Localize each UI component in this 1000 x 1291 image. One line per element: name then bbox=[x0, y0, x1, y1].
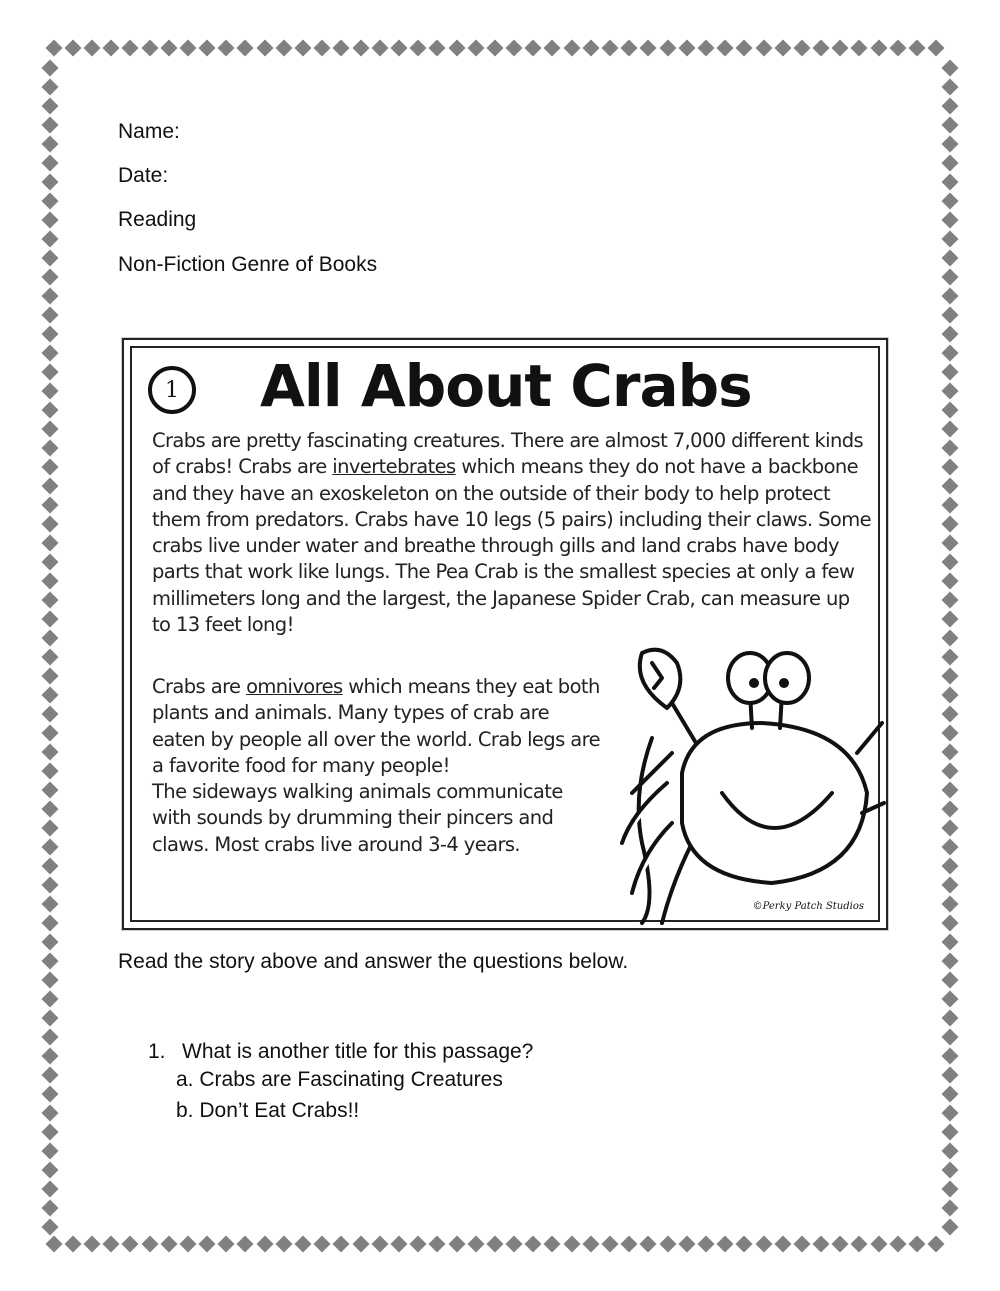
vocab-term-invertebrates: invertebrates bbox=[332, 455, 456, 479]
decorative-border-bottom bbox=[44, 1238, 946, 1250]
option-letter: b. bbox=[176, 1099, 194, 1122]
vocab-term-omnivores: omnivores bbox=[246, 675, 343, 698]
passage-paragraph-2 bbox=[152, 674, 602, 779]
paragraph-text: which means they eat both plants and animals. Many types of crab are eaten by people all over the world. Crab legs are a favorite food for many people! bbox=[152, 675, 600, 777]
passage-paragraphs-2-3 bbox=[152, 674, 602, 858]
paragraph-text: Crabs are pretty fascinating creatures. There are almost 7,000 different kinds of crabs! Crabs are bbox=[152, 429, 864, 479]
question-text: What is another title for this passage? bbox=[182, 1040, 534, 1063]
answer-option-b[interactable] bbox=[176, 1099, 359, 1123]
subject-label: Reading bbox=[118, 208, 197, 231]
passage-title: All About Crabs bbox=[260, 352, 752, 420]
instructions: Read the story above and answer the questions below. bbox=[118, 950, 629, 973]
passage-paragraph-3: The sideways walking animals communicate with sounds by drumming their pincers and claws. Most crabs live around 3-4 years. bbox=[152, 780, 563, 856]
decorative-border-left bbox=[44, 58, 56, 1236]
option-text: Don’t Eat Crabs!! bbox=[199, 1099, 360, 1122]
reading-passage bbox=[122, 338, 888, 930]
answer-option-a[interactable] bbox=[176, 1068, 503, 1092]
option-text: Crabs are Fascinating Creatures bbox=[199, 1068, 503, 1091]
option-letter: a. bbox=[176, 1068, 194, 1091]
passage-number: 1 bbox=[165, 377, 179, 403]
passage-paragraph-1 bbox=[152, 428, 872, 638]
decorative-border-right bbox=[944, 58, 956, 1236]
question-number: 1. bbox=[148, 1040, 166, 1063]
decorative-border-top bbox=[44, 42, 946, 54]
crab-illustration-icon bbox=[612, 643, 887, 928]
paragraph-text: which means they do not have a backbone and they have an exoskeleton on the outside of their body to help protect them from predators. Crabs have 10 legs (5 pairs) including their claws. Some crabs live under water and breathe through gills and land crabs have body parts that work like lungs. The Pea Crab is the smallest species at only a few millimeters long and the largest, the Japanese Spider Crab, can measure up to 13 feet long! bbox=[152, 455, 872, 637]
copyright-credit: ©Perky Patch Studios bbox=[752, 901, 864, 912]
passage-number-badge bbox=[148, 366, 196, 414]
paragraph-text: Crabs are bbox=[152, 675, 247, 698]
topic-label: Non-Fiction Genre of Books bbox=[118, 253, 378, 276]
name-label: Name: bbox=[118, 120, 180, 143]
date-label: Date: bbox=[118, 164, 169, 187]
